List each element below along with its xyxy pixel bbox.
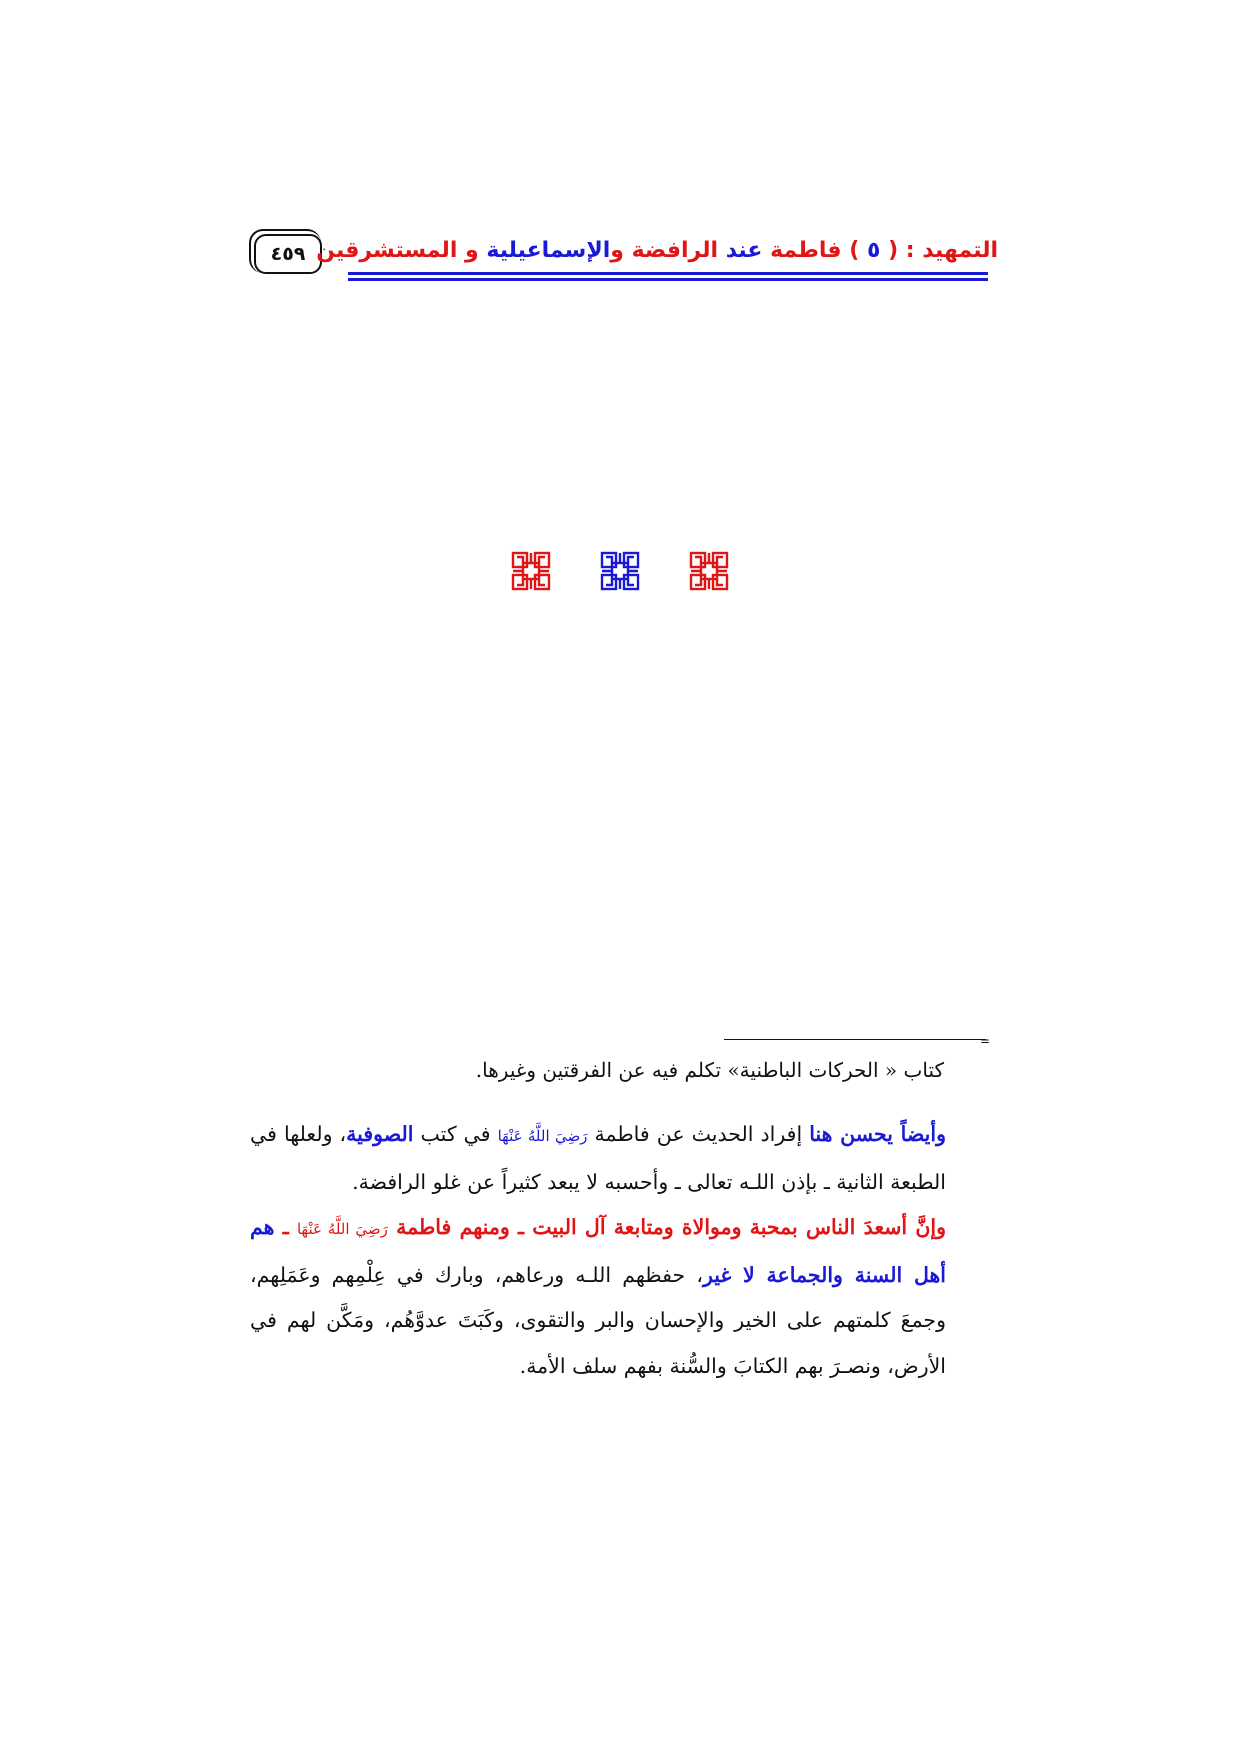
footnote-continuation-marker: = <box>980 1034 991 1048</box>
title-part-ismailis: الإسماعيلية <box>486 238 611 263</box>
chapter-title <box>316 238 998 263</box>
knot-ornament-icon <box>688 550 730 592</box>
title-part-orientalists: و المستشرقين <box>316 238 487 263</box>
paragraph-text: ، حفظهم اللـه ورعاهم، وبارك في عِلْمِهم وعَمَلِهم، وجمعَ كلمتهم على الخير والإحسان والبر والتقوى، وكَبَتَ عدوَّهُم، ومَكَّن لهم في الأرض، ونصـرَ بهم الكتابَ والسُّنة بفهم سلف الأمة. <box>250 1262 946 1378</box>
page-number: ٤٥٩ <box>254 234 322 274</box>
ahl-sunnah-phrase: هم أهل السنة والجماعة لا غير <box>250 1215 946 1287</box>
body-text <box>250 1112 946 1389</box>
paragraph-text: ، ولعلها في الطبعة الثانية ـ بإذن اللـه تعالى ـ وأحسبه لا يبعد كثيراً عن غلو الرافضة. <box>250 1122 946 1194</box>
lead-phrase: وإنَّ أسعدَ الناس بمحبة وموالاة ومتابعة آل البيت ـ ومنهم فاطمة <box>387 1215 946 1239</box>
title-part-intro: التمهيد : ( <box>888 238 998 263</box>
title-part-number: ٥ <box>859 238 889 263</box>
honorific: رَضِيَ اللَّهُ عَنْهَا <box>296 1220 388 1238</box>
header-rule-top <box>348 272 988 275</box>
paragraph-text: إفراد الحديث عن فاطمة <box>587 1122 810 1146</box>
title-part-at: عند <box>718 238 771 263</box>
knot-ornament-icon <box>599 550 641 592</box>
lead-phrase: وأيضاً يحسن هنا <box>809 1122 946 1146</box>
title-part-fatima: ) فاطمة <box>770 238 860 263</box>
footnote-rule <box>724 1039 986 1040</box>
title-part-rafida: الرافضة و <box>610 238 719 263</box>
sufi-term: الصوفية <box>346 1122 414 1146</box>
header-rule-bottom <box>348 278 988 281</box>
honorific: رَضِيَ اللَّهُ عَنْهَا <box>497 1127 588 1145</box>
knot-ornament-icon <box>510 550 552 592</box>
paragraph-ahl-al-bayt <box>250 1205 946 1389</box>
footnote-text: كتاب « الحركات الباطنية» تكلم فيه عن الفرقتين وغيرها. <box>475 1058 944 1082</box>
dash: ـ <box>274 1215 297 1239</box>
paragraph-sufi-note <box>250 1112 946 1205</box>
paragraph-text: في كتب <box>413 1122 498 1146</box>
ornament-divider <box>510 548 730 594</box>
